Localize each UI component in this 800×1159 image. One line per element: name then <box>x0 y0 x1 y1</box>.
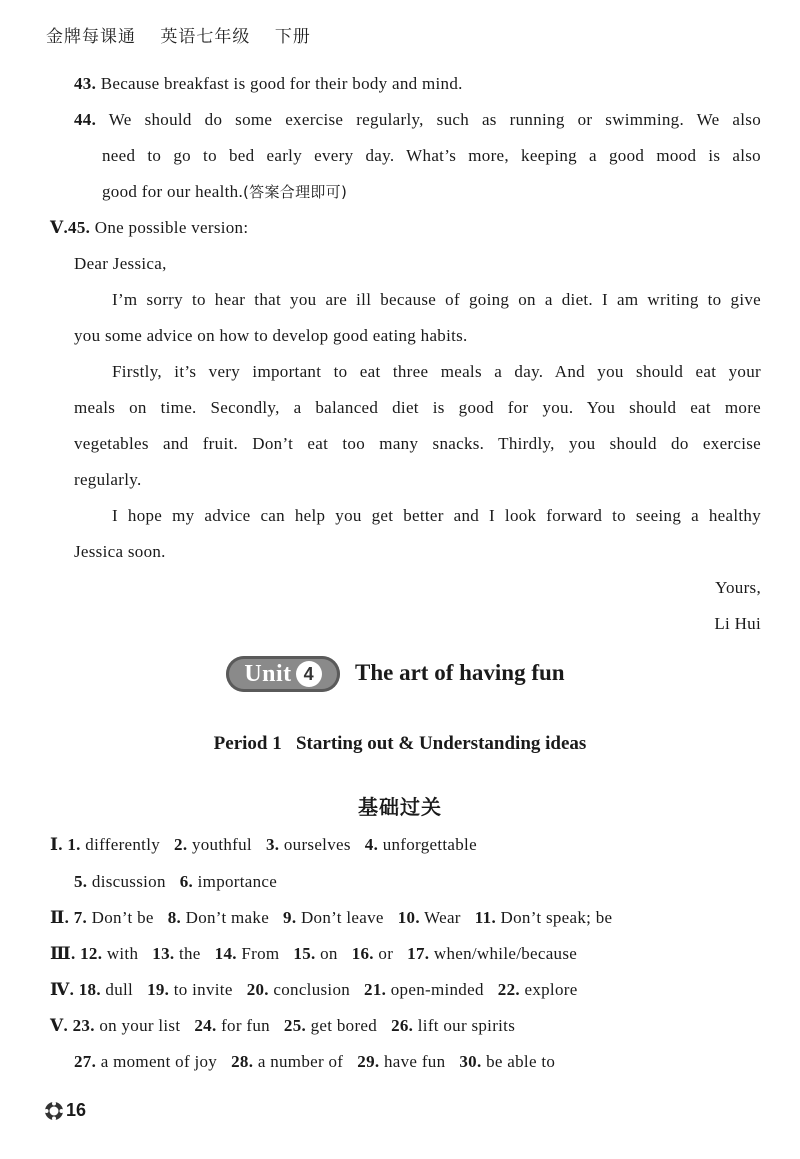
letter-p3-l2: Jessica soon. <box>74 542 166 561</box>
answer-item <box>67 835 160 854</box>
answer-number: 10. <box>397 908 420 927</box>
answer-number: 18. <box>78 980 101 999</box>
answer-item <box>194 1016 270 1035</box>
answer-number: 22. <box>497 980 520 999</box>
answer-text: Don’t leave <box>296 908 384 927</box>
answer-items <box>67 835 491 854</box>
answer-44-line3: good for our health.(答案合理即可) <box>102 182 348 201</box>
answer-number: 24. <box>194 1016 217 1035</box>
answer-item <box>391 1016 515 1035</box>
answer-text: when/while/because <box>429 944 578 963</box>
sec5-row1: Ⅴ. 23. on your list 24. for fun 25. get bored 26. lift our spirits <box>50 1015 529 1037</box>
answer-number: 25. <box>283 1016 307 1035</box>
answer-items <box>80 944 591 963</box>
answer-text: youthful <box>187 835 252 854</box>
answer-item <box>475 908 613 927</box>
answer-number: 20. <box>246 980 269 999</box>
answer-text: a number of <box>253 1052 344 1071</box>
letter-salutation: Dear Jessica, <box>74 254 167 273</box>
answer-text: ourselves <box>279 835 351 854</box>
answer-text: Don’t be <box>87 908 154 927</box>
answer-number: 16. <box>351 944 374 963</box>
answer-text: Don’t make <box>181 908 270 927</box>
answer-item <box>174 835 252 854</box>
answer-text: get bored <box>306 1016 378 1035</box>
answer-number: 3. <box>265 835 280 854</box>
answer-44-line1: 44. We should do some exercise regularly, such as running or swimming. We also <box>74 110 761 129</box>
answer-number: 9. <box>283 908 297 927</box>
answer-item <box>74 872 166 891</box>
answer-text: the <box>174 944 201 963</box>
answer-item <box>152 944 200 963</box>
answer-text: have fun <box>379 1052 446 1071</box>
answer-number: 4. <box>364 835 379 854</box>
answer-items <box>74 908 627 927</box>
sec5-row2 <box>74 1051 569 1073</box>
unit-title: The art of having fun <box>355 660 565 685</box>
subject: 英语七年级 <box>160 27 251 47</box>
answer-number: 15. <box>293 944 316 963</box>
answer-number: 23. <box>72 1016 95 1035</box>
answer-item <box>293 944 337 963</box>
answer-item <box>247 980 350 999</box>
letter-p3-l1: I hope my advice can help you get better and I look forward to seeing a healthy <box>112 506 761 525</box>
answer-item <box>74 1052 217 1071</box>
answer-number: 13. <box>152 944 175 963</box>
answer-number: 19. <box>147 980 170 999</box>
sec4-row: Ⅳ. 18. dull 19. to invite 20. conclusion 21. open-minded 22. explore <box>50 979 592 1001</box>
answer-text: Don’t speak; be <box>496 908 613 927</box>
answer-item <box>266 835 351 854</box>
answer-text: importance <box>193 872 278 891</box>
answer-items <box>73 1016 530 1035</box>
answer-text: conclusion <box>268 980 351 999</box>
answer-item <box>365 835 477 854</box>
running-header <box>46 22 329 47</box>
answer-item <box>74 908 154 927</box>
letter-p2-l4: regularly. <box>74 470 142 489</box>
unit-badge <box>226 656 340 692</box>
answer-text: for fun <box>216 1016 270 1035</box>
answer-text: with <box>102 944 139 963</box>
answer-text: lift our spirits <box>413 1016 516 1035</box>
answer-items <box>74 872 291 891</box>
answer-text: on your list <box>94 1016 181 1035</box>
unit-word: Unit <box>244 660 292 687</box>
sec1-row2 <box>74 871 291 893</box>
letter-p2-l3: vegetables and fruit. Don’t eat too many snacks. Thirdly, you should do exercise <box>74 434 761 453</box>
answer-item <box>79 980 133 999</box>
answer-item <box>231 1052 343 1071</box>
answer-number: 12. <box>80 944 103 963</box>
answer-number: 30. <box>459 1052 482 1071</box>
answer-items <box>74 1052 569 1071</box>
answer-number: 21. <box>364 980 387 999</box>
answer-item <box>73 1016 181 1035</box>
section-title: 基础过关 <box>358 795 442 819</box>
answer-number: 1. <box>67 835 81 854</box>
period-title: Period 1 Starting out & Understanding ideas <box>213 733 587 754</box>
answer-43: 43. Because breakfast is good for their body and mind. <box>74 74 463 93</box>
volume: 下册 <box>274 27 311 47</box>
answer-note: (答案合理即可) <box>243 183 348 201</box>
answer-item <box>352 944 393 963</box>
answer-text: explore <box>519 980 578 999</box>
answer-number: 7. <box>73 908 88 927</box>
answer-items <box>79 980 592 999</box>
answer-item <box>180 872 277 891</box>
answer-item <box>80 944 138 963</box>
answer-item <box>357 1052 445 1071</box>
answer-number: 17. <box>407 944 430 963</box>
answer-text: unforgettable <box>378 835 477 854</box>
answer-text: From <box>236 944 280 963</box>
answer-text: open-minded <box>386 980 484 999</box>
answer-item <box>407 944 577 963</box>
answer-item <box>398 908 461 927</box>
letter-p1-l1: I’m sorry to hear that you are ill because of going on a diet. I am writing to give <box>112 290 761 309</box>
answer-number: 2. <box>174 835 188 854</box>
answer-text: Wear <box>419 908 461 927</box>
answer-44-line2: need to go to bed early every day. What’s more, keeping a good mood is also <box>102 146 761 165</box>
answer-text: differently <box>80 835 161 854</box>
answer-number: 14. <box>214 944 237 963</box>
answer-text: discussion <box>87 872 166 891</box>
answer-number: 26. <box>391 1016 414 1035</box>
letter-closing: Yours, <box>715 578 761 597</box>
answer-text: or <box>373 944 394 963</box>
answer-number: 8. <box>167 908 182 927</box>
answer-text: on <box>315 944 338 963</box>
answer-item <box>284 1016 377 1035</box>
answer-number: 28. <box>231 1052 254 1071</box>
flower-icon <box>44 1101 64 1121</box>
answer-text: dull <box>100 980 134 999</box>
sec2-row: Ⅱ. 7. Don’t be 8. Don’t make 9. Don’t leave 10. Wear 11. Don’t speak; be <box>50 907 626 929</box>
answer-text: to invite <box>169 980 233 999</box>
answer-item <box>498 980 578 999</box>
answer-number: 6. <box>179 872 194 891</box>
letter-p2-l2: meals on time. Secondly, a balanced diet is good for you. You should eat more <box>74 398 761 417</box>
answer-45-intro: Ⅴ.45. One possible version: <box>50 218 249 237</box>
letter-p2-l1: Firstly, it’s very important to eat three meals a day. And you should eat your <box>112 362 761 381</box>
page-number: 16 <box>44 1100 86 1121</box>
sec3-row: Ⅲ. 12. with 13. the 14. From 15. on 16. or 17. when/while/because <box>50 943 591 965</box>
answer-item <box>147 980 233 999</box>
letter-p1-l2: you some advice on how to develop good eating habits. <box>74 326 468 345</box>
answer-item <box>215 944 280 963</box>
answer-text: a moment of joy <box>96 1052 218 1071</box>
letter-signature: Li Hui <box>714 614 761 633</box>
book-title: 金牌每课通 <box>46 27 136 47</box>
answer-number: 29. <box>357 1052 380 1071</box>
answer-text: be able to <box>481 1052 556 1071</box>
answer-item <box>459 1052 555 1071</box>
unit-number: 4 <box>296 661 322 687</box>
answer-number: 11. <box>474 908 496 927</box>
answer-item <box>364 980 484 999</box>
answer-item <box>168 908 269 927</box>
answer-number: 27. <box>74 1052 97 1071</box>
sec1-row1: Ⅰ. 1. differently 2. youthful 3. ourselves 4. unforgettable <box>50 834 491 856</box>
answer-number: 5. <box>74 872 88 891</box>
answer-item <box>283 908 384 927</box>
